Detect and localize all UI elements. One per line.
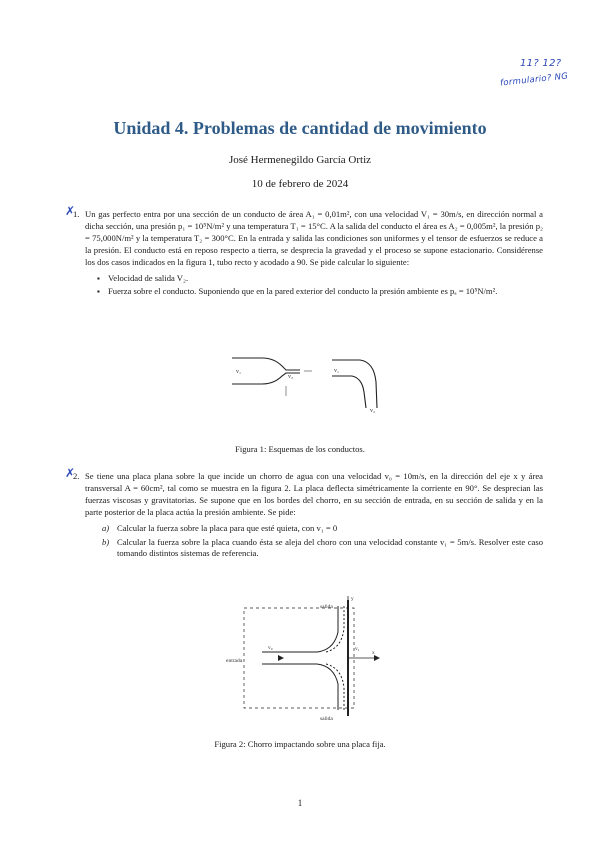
page-number: 1	[297, 798, 303, 808]
fig2-label-v1: v₁	[355, 646, 360, 652]
item-label: a)	[102, 522, 110, 533]
fig1-label-v1: v₁	[236, 369, 242, 375]
check-mark-icon: ✗	[65, 466, 76, 480]
figure-1-duct-sketch	[222, 352, 392, 414]
fig2-label-x: x	[372, 650, 375, 656]
problem-2-item	[102, 536, 543, 561]
problem-2	[65, 466, 543, 562]
problem-1-number: 1.	[73, 209, 80, 219]
fig1-label-v2: v₂	[288, 374, 294, 380]
problem-1-bullet: ▪ Fuerza sobre el conducto. Suponiendo que en la pared exterior del conducto la presión ambiente es pₐ = 10⁵N/m².	[108, 286, 543, 298]
handwritten-note-formulario: formulario? NG	[499, 71, 569, 89]
problem-1-statement: Un gas perfecto entra por una sección de un conducto de área A₁ = 0,01m², con una velocidad V₁ = 30m/s, en dirección normal a dicha sección, una presión p₁ = 10⁵N/m² y una temperatura T₁ = 15°C. A la salida del conducto el área es A₂ = 0,005m², la presión p₂ = 75,000N/m² y la temperatura T₂ = 300°C. En la entrada y salida las condiciones son uniformes y el tensor de esfuerzos se reduce a la presión. El conducto está en reposo respecto a tierra, se desprecia la gravedad y el proceso se supone estacionario. Considérense los dos casos indicados en la figura 1, tubo recto y acodado a 90. Se pide calcular lo siguiente:	[85, 209, 543, 267]
figure-2-jet-plate-sketch	[222, 592, 382, 724]
problem-2-number: 2.	[73, 471, 80, 481]
handwritten-note-top: 11? 12?	[520, 58, 562, 69]
check-mark-icon: ✗	[65, 204, 76, 218]
problem-2-statement: Se tiene una placa plana sobre la que incide un chorro de agua con una velocidad v₀ = 10m/s, en la dirección del eje x y área transversal A = 60cm², tal como se muestra en la figura 2. La placa deflecta simétricamente la corriente en 90°. Se desprecian las fuerzas viscosas y gravitatorias. Se supone que en los bordes del chorro, en su sección de entrada, en su sección de salida y en la parte posterior de la placa actúa la presión ambiente. Se pide:	[85, 471, 543, 517]
fig2-label-y: y	[351, 596, 354, 602]
fig2-label-v0: v₀	[268, 645, 273, 651]
fig2-label-salida-bottom: salida	[320, 716, 333, 722]
item-text: Calcular la fuerza sobre la placa cuando ésta se aleja del choro con una velocidad constante v₁ = 5m/s. Resolver este caso tomando distintos sistemas de referencia.	[117, 536, 543, 559]
document-date: 10 de febrero de 2024	[251, 178, 349, 190]
problem-1-bullet: ▪ Velocidad de salida V₂.	[108, 273, 543, 285]
fig2-label-salida-top: salida	[320, 604, 333, 610]
document-title: Unidad 4. Problemas de cantidad de movimiento	[113, 118, 487, 138]
figure-2-caption: Figura 2: Chorro impactando sobre una placa fija.	[214, 739, 386, 749]
item-text: Calcular la fuerza sobre la placa para que esté quieta, con v₁ = 0	[117, 522, 338, 533]
fig1-label-v2-bent: v₂	[370, 408, 376, 414]
figure-1-caption: Figura 1: Esquemas de los conductos.	[235, 444, 365, 454]
problem-1-bullet-list	[85, 273, 543, 299]
fig1-label-v1-bent: v₁	[334, 368, 340, 374]
document-author: José Hermenegildo García Ortiz	[228, 154, 372, 166]
problem-2-item	[102, 522, 543, 535]
item-label: b)	[102, 536, 110, 547]
problem-2-item-list	[85, 523, 543, 561]
fig2-label-entrada: entrada	[226, 658, 243, 664]
problem-1	[65, 204, 543, 300]
